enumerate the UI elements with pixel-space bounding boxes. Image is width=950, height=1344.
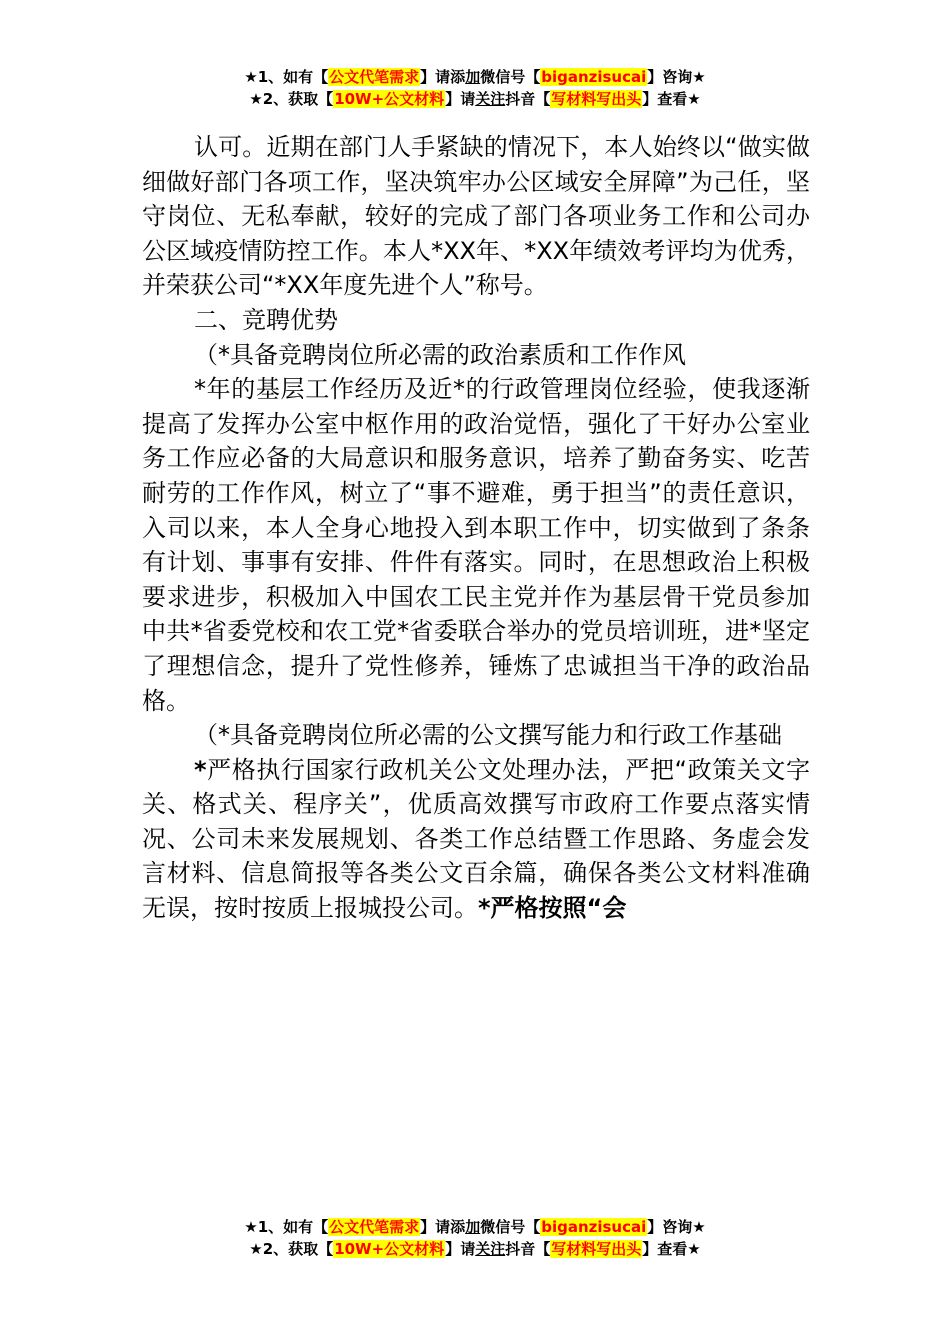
paragraph-document-writing: *严格执行国家行政机关公文处理办法，严把“政策关文字关、格式关、程序关”，优质高效撰写市政府工作要点落实情况、公司未来发展规划、各类工作总结暨工作思路、务虚会发言材料、信息简报等各类公文百余篇，确保各类公文材料准确无误，按时按质上报城投公司。*严格按照“会 [142,755,810,923]
highlight-wechat-id: biganzisucai [541,68,647,86]
highlight-ghostwriting: 公文代笔需求 [329,68,420,86]
highlight-materials: 10W+公文材料 [334,90,445,108]
header-banner [0,66,950,110]
document-body [142,130,810,926]
banner-line-1: ★1、如有【公文代笔需求】请添加微信号【biganzisucai】咨询★ [244,68,706,86]
paragraph-recognition: 认可。近期在部门人手紧缺的情况下，本人始终以“做实做细做好部门各项工作，坚决筑牢办公区域安全屏障”为己任，坚守岗位、无私奉献，较好的完成了部门各项业务工作和公司办公区域疫情防控工作。本人*XX年、*XX年绩效考评均为优秀，并荣获公司“*XX年度先进个人”称号。 [142,133,810,300]
subheading-writing-ability: （*具备竞聘岗位所必需的公文撰写能力和行政工作基础 [194,721,782,750]
highlight-materials: 10W+公文材料 [334,1240,445,1258]
banner-line-1: ★1、如有【公文代笔需求】请添加微信号【biganzisucai】咨询★ [244,1218,706,1236]
footer-banner [0,1216,950,1260]
highlight-wechat-id: biganzisucai [541,1218,647,1236]
highlight-douyin: 写材料写出头 [551,90,642,108]
subheading-political-quality: （*具备竞聘岗位所必需的政治素质和工作作风 [194,340,686,369]
highlight-douyin: 写材料写出头 [551,1240,642,1258]
banner-line-2: ★2、获取【10W+公文材料】请关注抖音【写材料写出头】查看★ [249,1240,701,1258]
highlight-ghostwriting: 公文代笔需求 [329,1218,420,1236]
section-heading-advantages: 二、竞聘优势 [194,305,338,334]
paragraph-work-experience: *年的基层工作经历及近*的行政管理岗位经验，使我逐渐提高了发挥办公室中枢作用的政治觉悟，强化了干好办公室业务工作应必备的大局意识和服务意识，培养了勤奋务实、吃苦耐劳的工作作风，树立了“事不避难，勇于担当”的责任意识，入司以来，本人全身心地投入到本职工作中，切实做到了条条有计划、事事有安排、件件有落实。同时，在思想政治上积极要求进步，积极加入中国农工民主党并作为基层骨干党员参加中共*省委党校和农工党*省委联合举办的党员培训班，进*坚定了理想信念，提升了党性修养，锤炼了忠诚担当干净的政治品格。 [142,375,810,715]
banner-line-2: ★2、获取【10W+公文材料】请关注抖音【写材料写出头】查看★ [249,90,701,108]
